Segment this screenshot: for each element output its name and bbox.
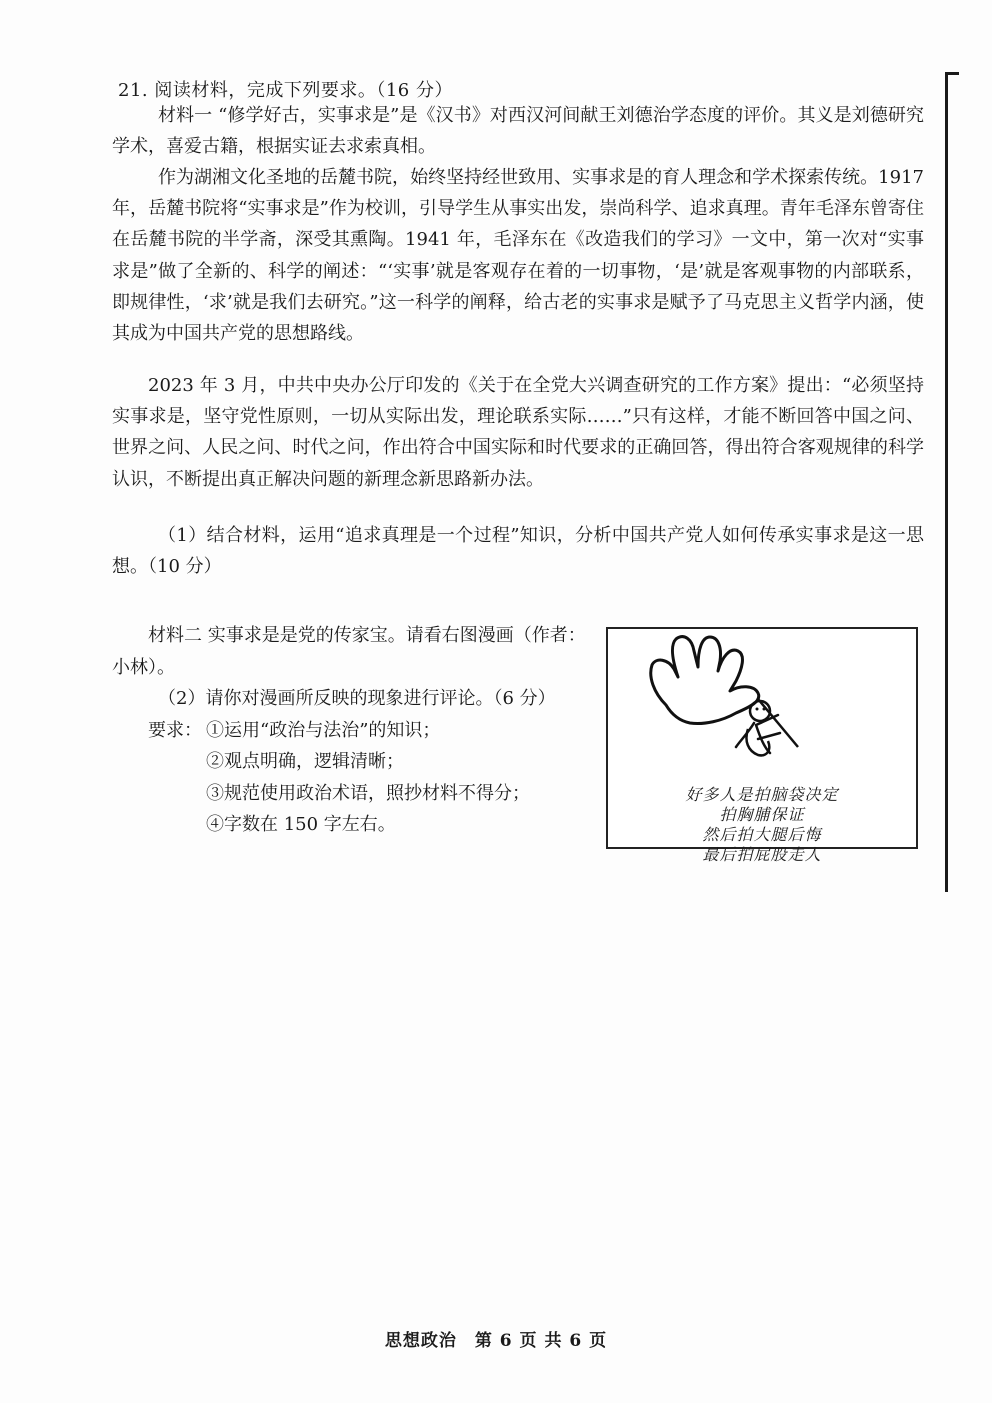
cartoon-caption-line-1: 好多人是拍脑袋决定 — [685, 785, 839, 804]
cartoon-caption-line-3: 然后拍大腿后悔 — [702, 825, 822, 844]
binding-margin-line-cap — [945, 72, 959, 75]
requirement-item-2: ②观点明确，逻辑清晰； — [206, 751, 404, 772]
requirement-item-3: ③规范使用政治术语，照抄材料不得分； — [206, 782, 530, 804]
sub-question-1: （1）结合材料，运用“追求真理是一个过程”知识，分析中国共产党人如何传承实事求是这一思想。（10 分） — [112, 525, 924, 578]
cartoon-caption-line-4: 最后拍屁股走人 — [702, 845, 822, 864]
cartoon-frame — [606, 627, 918, 864]
cartoon-caption-line-2: 拍胸脯保证 — [719, 805, 805, 824]
material1-paragraph-2: 作为湖湘文化圣地的岳麓书院，始终坚持经世致用、实事求是的育人理念和学术探索传统。1917 年，岳麓书院将“实事求是”作为校训，引导学生从事实出发，崇尚科学、追求真理。青年毛泽东曾寄住在岳麓书院的半学斋，深受其熏陶。1941 年，毛泽东在《改造我们的学习》一文中，第一次对“实事求是”做了全新的、科学的阐述：“‘实事’就是客观存在着的一切事物，‘是’就是客观事物的内部联系，即规律性，‘求’就是我们去研究。”这一科学的阐释，给古老的实事求是赋予了马克思主义哲学内涵，使其成为中国共产党的思想路线。 — [112, 167, 924, 345]
requirements-row — [112, 715, 602, 747]
page-footer: 思想政治 第 6 页 共 6 页 — [384, 1331, 608, 1351]
sub-question-2: （2）请你对漫画所反映的现象进行评论。（6 分） — [158, 688, 556, 709]
requirements-label: 要求： — [148, 719, 202, 741]
question-title: 21. 阅读材料，完成下列要求。（16 分） — [118, 80, 453, 101]
material2-intro: 材料二 实事求是是党的传家宝。请看右图漫画（作者：小林）。 — [112, 625, 586, 678]
material1-paragraph-3: 2023 年 3 月，中共中央办公厅印发的《关于在全党大兴调查研究的工作方案》提出：“必须坚持实事求是，坚守党性原则，一切从实际出发，理论联系实际……”只有这样，才能不断回答中国之问、世界之问、人民之问、时代之问，作出符合中国实际和时代要求的正确回答，得出符合客观规律的科学认识，不断提出真正解决问题的新理念新思路新办法。 — [112, 375, 924, 490]
material2-block — [112, 620, 602, 841]
material1-paragraph-1: 材料一 “修学好古，实事求是”是《汉书》对西汉河间献王刘德治学态度的评价。其义是刘德研究学术，喜爱古籍，根据实证去求索真相。 — [112, 105, 924, 158]
cartoon-caption — [608, 785, 916, 865]
binding-margin-line — [945, 72, 948, 892]
requirement-item-4: ④字数在 150 字左右。 — [206, 814, 396, 835]
requirement-item-1: ①运用“政治与法治”的知识； — [206, 719, 441, 741]
